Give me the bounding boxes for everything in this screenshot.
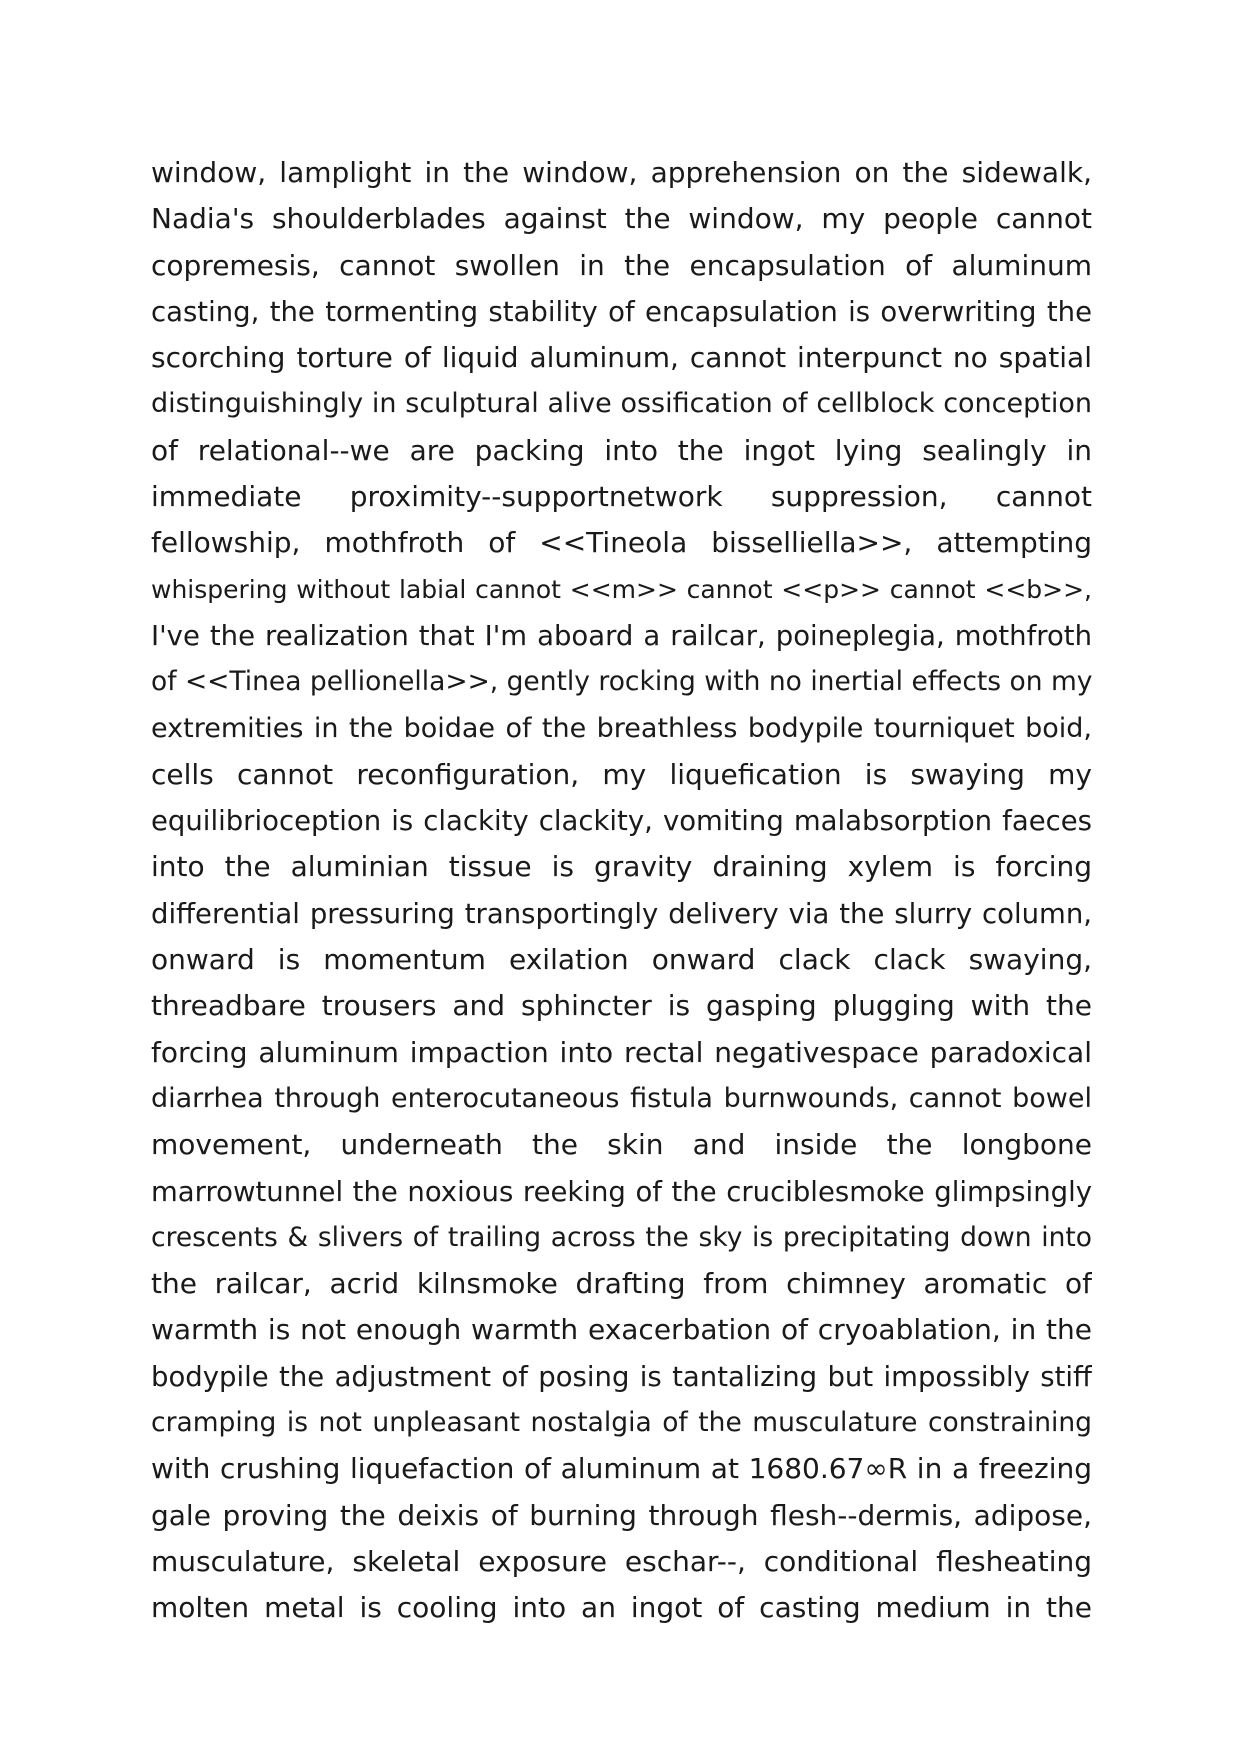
text-line: scorching torture of liquid aluminum, cannot interpunct no spatial: [151, 341, 1092, 375]
text-line: movement, underneath the skin and inside the longbone: [151, 1128, 1092, 1162]
text-line: Nadia's shoulderblades against the window, my people cannot: [151, 202, 1092, 236]
text-line: into the aluminian tissue is gravity draining xylem is forcing: [151, 850, 1092, 884]
text-line: whispering without labial cannot <<m>> cannot <<p>> cannot <<b>>,: [151, 574, 1092, 604]
text-line: the railcar, acrid kilnsmoke drafting from chimney aromatic of: [151, 1267, 1092, 1301]
text-line: of <<Tinea pellionella>>, gently rocking with no inertial effects on my: [151, 666, 1092, 698]
text-line: differential pressuring transportingly delivery via the slurry column,: [151, 897, 1092, 930]
text-line: of relational--we are packing into the ingot lying sealingly in: [151, 433, 1092, 467]
text-line: onward is momentum exilation onward clack clack swaying,: [151, 943, 1092, 977]
text-line: threadbare trousers and sphincter is gasping plugging with the: [151, 989, 1092, 1023]
text-line: extremities in the boidae of the breathless bodypile tourniquet boid,: [151, 712, 1092, 744]
body-text: [151, 150, 1092, 1632]
text-line: with crushing liquefaction of aluminum at 1680.67∞R in a freezing: [151, 1452, 1092, 1486]
text-line: diarrhea through enterocutaneous fistula burnwounds, cannot bowel: [151, 1082, 1092, 1114]
text-line: forcing aluminum impaction into rectal negativespace paradoxical: [151, 1035, 1092, 1069]
text-line: equilibrioception is clackity clackity, vomiting malabsorption faeces: [151, 805, 1092, 838]
text-line: crescents & slivers of trailing across the sky is precipitating down into: [151, 1221, 1092, 1253]
text-line: musculature, skeletal exposure eschar--, conditional flesheating: [151, 1544, 1092, 1578]
text-line: bodypile the adjustment of posing is tantalizing but impossibly stiff: [151, 1360, 1092, 1393]
text-line: marrowtunnel the noxious reeking of the cruciblesmoke glimpsingly: [151, 1175, 1092, 1208]
text-line: fellowship, mothfroth of <<Tineola bisselliella>>, attempting: [151, 526, 1092, 560]
text-line: window, lamplight in the window, apprehension on the sidewalk,: [151, 156, 1092, 189]
text-line: gale proving the deixis of burning through flesh--dermis, adipose,: [151, 1498, 1092, 1532]
text-line: immediate proximity--supportnetwork suppression, cannot: [151, 480, 1092, 514]
text-line: molten metal is cooling into an ingot of casting medium in the: [151, 1591, 1092, 1625]
text-line: copremesis, cannot swollen in the encapsulation of aluminum: [151, 248, 1092, 282]
text-line: I've the realization that I'm aboard a railcar, poineplegia, mothfroth: [151, 619, 1092, 652]
text-line: distinguishingly in sculptural alive ossification of cellblock conception: [151, 388, 1092, 420]
text-line: warmth is not enough warmth exacerbation of cryoablation, in the: [151, 1313, 1092, 1347]
text-line: casting, the tormenting stability of encapsulation is overwriting the: [151, 295, 1092, 328]
text-line: cramping is not unpleasant nostalgia of the musculature constraining: [151, 1407, 1092, 1439]
text-line: cells cannot reconfiguration, my liquefication is swaying my: [151, 757, 1092, 791]
